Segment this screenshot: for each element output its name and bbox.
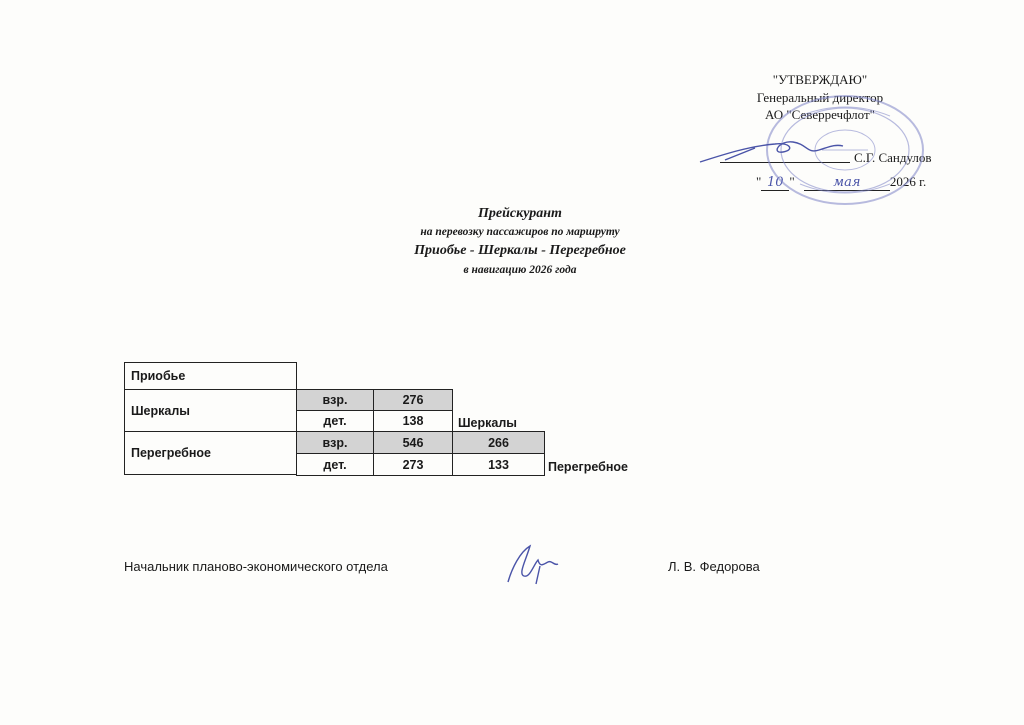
fare-priobye-peregrebnoe-adult: 546 <box>373 431 453 454</box>
date-day: 10 <box>761 175 789 191</box>
document-route: Приобье - Шеркалы - Перегребное <box>414 243 626 258</box>
column-header-peregrebnoe: Перегребное <box>548 460 629 474</box>
date-month: мая <box>804 175 890 191</box>
fare-priobye-sherkaly-child: 138 <box>373 410 453 432</box>
document-period: в навигацию 2026 года <box>463 264 577 276</box>
approver-position: Генеральный директор <box>756 90 884 105</box>
adult-label: взр. <box>296 431 374 454</box>
director-signature <box>695 136 865 168</box>
adult-label: взр. <box>296 389 374 411</box>
approver-name: С.Г. Сандулов <box>854 150 932 165</box>
fare-sherkaly-peregrebnoe-child: 133 <box>452 453 545 476</box>
child-label: дет. <box>296 453 374 476</box>
document-title: Прейскурант <box>478 206 562 221</box>
date-quote-open: " <box>756 174 762 189</box>
fare-priobye-peregrebnoe-child: 273 <box>373 453 453 476</box>
approval-title: "УТВЕРЖДАЮ" <box>772 72 868 87</box>
child-label: дет. <box>296 410 374 432</box>
document-subtitle: на перевозку пассажиров по маршруту <box>420 226 620 238</box>
footer-name: Л. В. Федорова <box>668 559 760 574</box>
fare-sherkaly-peregrebnoe-adult: 266 <box>452 431 545 454</box>
economist-signature <box>500 538 570 588</box>
stop-sherkaly: Шеркалы <box>124 389 297 432</box>
approver-organization: АО "Северречфлот" <box>764 107 875 122</box>
stop-priobye: Приобье <box>124 362 297 390</box>
stop-peregrebnoe: Перегребное <box>124 431 297 475</box>
date-year: 2026 г. <box>889 174 927 189</box>
footer-position: Начальник планово-экономического отдела <box>124 559 388 574</box>
date-quote-close: " <box>789 174 795 189</box>
column-header-sherkaly: Шеркалы <box>458 416 517 430</box>
fare-table <box>124 362 644 482</box>
fare-priobye-sherkaly-adult: 276 <box>373 389 453 411</box>
